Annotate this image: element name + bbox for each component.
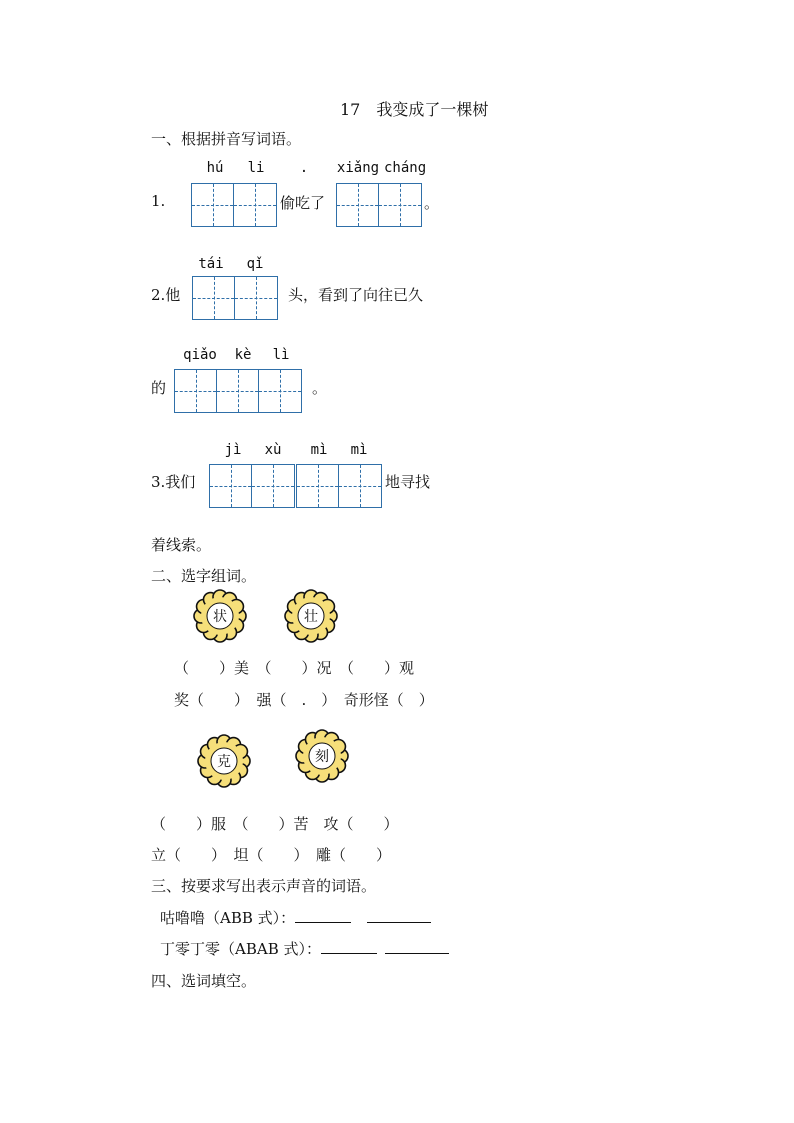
flower-icon-ke2: [291, 728, 353, 786]
q1-text-end: 。: [424, 194, 440, 212]
q2-text-after: 头，看到了向往已久: [288, 286, 424, 304]
pinyin-dot: .: [299, 160, 309, 176]
answer-blank[interactable]: [321, 939, 377, 954]
q2-answer-grid-1[interactable]: [192, 276, 278, 320]
q2-line2-prefix: 的: [151, 379, 167, 397]
part3-item2: [160, 938, 449, 959]
section-1-heading: 一、根据拼音写词语。: [151, 130, 302, 148]
q1-answer-grid-1[interactable]: [191, 183, 277, 227]
q2-answer-grid-2[interactable]: [174, 369, 302, 413]
part2-row4: 立（ ） 坦（ ） 雕（ ）: [151, 846, 392, 864]
part3-item1: [160, 907, 431, 928]
pinyin-hu: hú: [206, 160, 224, 176]
q1-number: 1.: [151, 192, 166, 210]
flower-icon-zhuang1: [189, 588, 251, 646]
pinyin-ji: jì: [224, 442, 242, 458]
pinyin-tai: tái: [198, 256, 224, 272]
flower-char: 壮: [304, 609, 318, 625]
q1-text-mid: 偷吃了: [280, 194, 326, 212]
q3-answer-grid-1[interactable]: [209, 464, 295, 508]
q2-prefix: 2.他: [151, 286, 181, 304]
pinyin-ke: kè: [234, 347, 252, 363]
flower-char: 刻: [315, 749, 329, 765]
section-3-heading: 三、按要求写出表示声音的词语。: [151, 877, 377, 895]
pinyin-qiao: qiǎo: [183, 347, 217, 363]
answer-blank[interactable]: [367, 908, 431, 923]
section-4-heading: 四、选词填空。: [151, 972, 257, 990]
part3-item1-label: 咕噜噜（ABB 式）：: [160, 909, 296, 927]
pinyin-qi: qǐ: [246, 256, 264, 272]
answer-blank[interactable]: [295, 908, 351, 923]
part2-row3: （ ）服 （ ）苦 攻（ ）: [151, 815, 399, 833]
flower-icon-ke1: [193, 733, 255, 791]
part2-row1: （ ）美 （ ）况 （ ）观: [174, 659, 415, 677]
pinyin-mi: mì: [310, 442, 328, 458]
q2-line2-end: 。: [312, 379, 328, 397]
pinyin-xu: xù: [264, 442, 282, 458]
q3-answer-grid-2[interactable]: [296, 464, 382, 508]
q3-line2: 着线索。: [151, 536, 212, 554]
flower-char: 状: [213, 609, 227, 625]
pinyin-chang: cháng: [384, 160, 427, 176]
flower-char: 克: [217, 754, 231, 770]
part3-item2-label: 丁零丁零（ABAB 式）：: [160, 940, 321, 958]
section-2-heading: 二、选字组词。: [151, 567, 257, 585]
q3-prefix: 3.我们: [151, 473, 196, 491]
page-title: 17 我变成了一棵树: [340, 100, 489, 119]
pinyin-xiang: xiǎng: [336, 160, 380, 176]
pinyin-li: li: [247, 160, 265, 176]
q3-text-after: 地寻找: [385, 473, 431, 491]
answer-blank[interactable]: [385, 939, 449, 954]
pinyin-mi2: mì: [350, 442, 368, 458]
part2-row2: 奖（ ） 强（ . ） 奇形怪（ ）: [174, 691, 434, 709]
q1-answer-grid-2[interactable]: [336, 183, 422, 227]
pinyin-li2: lì: [272, 347, 290, 363]
flower-icon-zhuang2: [280, 588, 342, 646]
